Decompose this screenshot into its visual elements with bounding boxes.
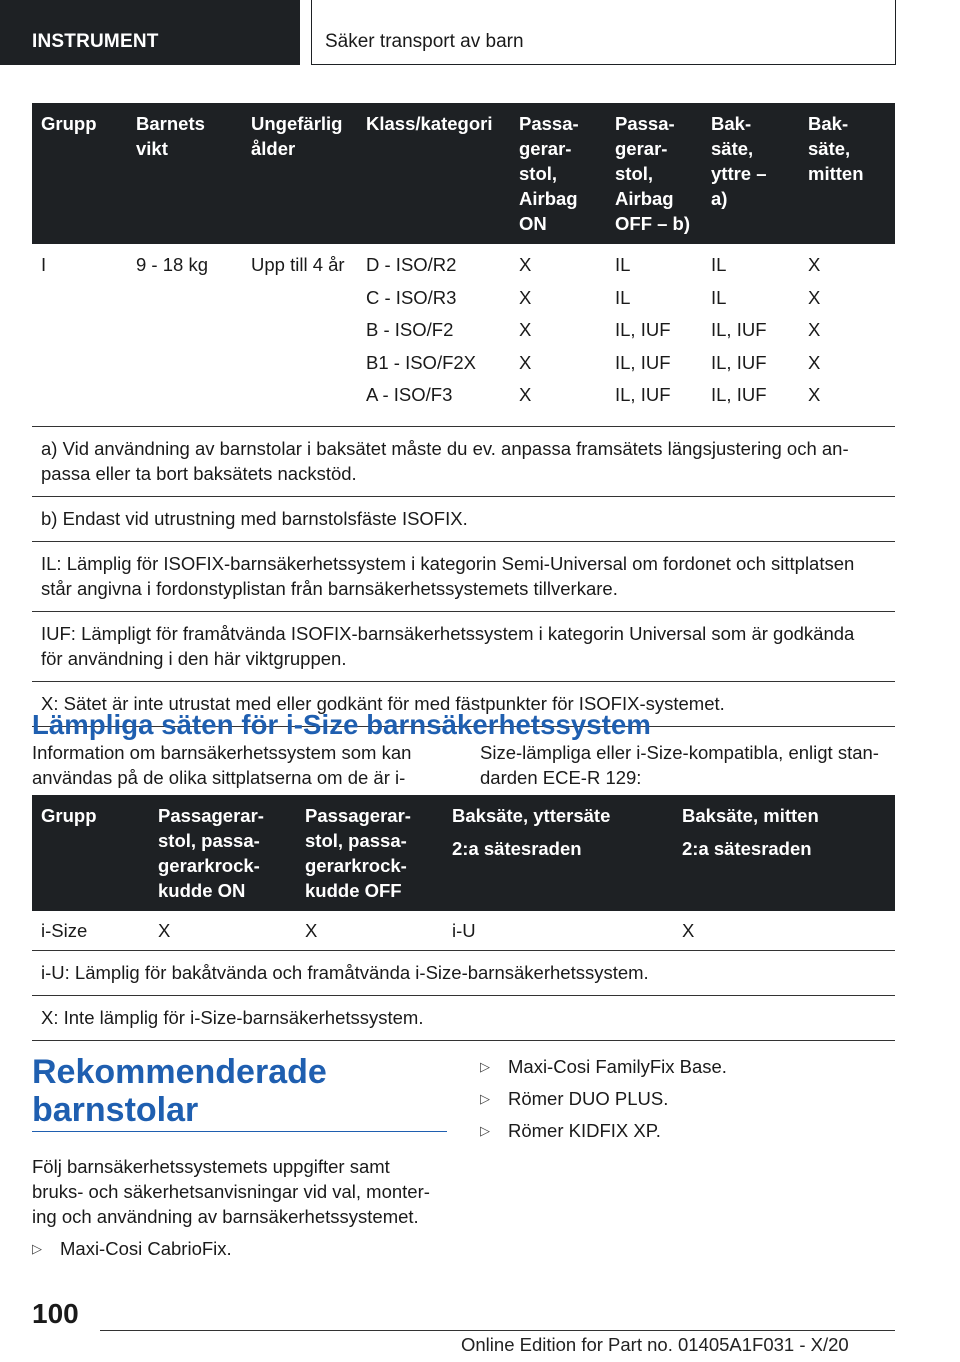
text-line: ing och användning av barnsäkerhetssystemet. <box>32 1206 419 1227</box>
note-cell: X: Inte lämplig för i-Size-barnsäkerhetssystem. <box>32 996 895 1041</box>
rear-outer-cell <box>702 244 799 426</box>
text-line: darden ECE-R 129: <box>480 767 642 788</box>
column-header-line: ålder <box>251 138 296 159</box>
cell-value: X <box>305 920 318 941</box>
column-header-line: säte, <box>808 138 851 159</box>
column-header-line: stol, <box>519 163 558 184</box>
note-row <box>32 541 895 611</box>
note-row <box>32 996 895 1041</box>
column-header <box>510 103 606 244</box>
cell-value: X <box>808 286 821 308</box>
isofix-table <box>32 103 895 727</box>
text-line: användas på de olika sittplatserna om de är i- <box>32 767 406 788</box>
cell-value: X <box>158 920 171 941</box>
airbag-off-cell <box>606 244 702 426</box>
recommended-body <box>32 1154 430 1229</box>
column-header-sub: 2:a sätesraden <box>682 838 812 859</box>
column-header-line: kudde ON <box>158 880 246 901</box>
cell-value: IL, IUF <box>711 384 767 405</box>
note-cell: i-U: Lämplig för bakåtvända och framåtvända i-Size-barnsäkerhetssystem. <box>32 951 895 996</box>
cell-value: X <box>682 920 695 941</box>
note-cell <box>32 496 895 541</box>
note-cell <box>32 426 895 496</box>
weight-cell: 9 - 18 kg <box>136 254 208 275</box>
column-header-line: Passa- <box>519 113 579 134</box>
column-header-line: Baksäte, mitten <box>682 805 819 826</box>
note-line: står angivna i fordonstyplistan från barnsäkerhetssystemets tillverkare. <box>41 577 618 599</box>
column-header-sub: 2:a sätesraden <box>452 838 582 859</box>
cell-value: X <box>808 351 821 373</box>
column-header-line: säte, <box>711 138 754 159</box>
column-header-line: yttre – <box>711 163 767 184</box>
cell-value: IL <box>615 286 631 308</box>
note-row <box>32 951 895 996</box>
text-line: bruks- och säkerhetsanvisningar vid val, monter- <box>32 1181 430 1202</box>
triangle-bullet-icon: ▷ <box>480 1123 490 1138</box>
triangle-bullet-icon: ▷ <box>480 1059 490 1074</box>
cell-value: i-U <box>452 920 476 941</box>
cell-value: IL, IUF <box>711 319 767 340</box>
isize-intro-right <box>480 740 879 790</box>
text-line: Följ barnsäkerhetssystemets uppgifter samt <box>32 1156 390 1177</box>
text-line: Rekommenderade <box>32 1053 327 1091</box>
cell-value: IL, IUF <box>615 319 671 340</box>
column-header-line: gerar- <box>519 138 572 159</box>
column-header-line: kudde OFF <box>305 880 402 901</box>
airbag-on-cell <box>510 244 606 426</box>
note-row <box>32 496 895 541</box>
heading-rule <box>32 1131 447 1132</box>
isize-table-header <box>32 795 895 911</box>
column-header <box>32 795 149 911</box>
cell-value: X <box>519 319 532 340</box>
note-line: passa eller ta bort baksätets nackstöd. <box>41 462 357 484</box>
column-header <box>127 103 242 244</box>
isize-table <box>32 795 895 1041</box>
column-header-line: Bak- <box>808 113 849 134</box>
age-cell: Upp till 4 år <box>251 254 345 275</box>
note-cell <box>32 611 895 681</box>
note-line: IUF: Lämpligt för framåtvända ISOFIX-barnsäkerhetssystem i kategorin Universal som är godkända <box>41 622 855 644</box>
column-header-line: Passagerar- <box>158 805 264 826</box>
isize-heading: Lämpliga säten för i-Size barnsäkerhetssystem <box>32 709 651 740</box>
cell-value: A - ISO/F3 <box>366 384 453 405</box>
column-header <box>702 103 799 244</box>
column-header-line: Bak- <box>711 113 752 134</box>
cell-value: IL <box>711 254 727 275</box>
cell-value: X <box>808 319 821 340</box>
isofix-notes <box>32 426 895 726</box>
note-line: för användning i den här viktgruppen. <box>41 647 347 669</box>
text-line: barnstolar <box>32 1091 199 1129</box>
note-line: X: Sätet är inte utrustat med eller godkänt för med fästpunkter för ISOFIX-systemet. <box>41 692 725 714</box>
column-header-line: ON <box>519 213 547 234</box>
section-title: INSTRUMENT <box>32 31 159 52</box>
column-header <box>673 795 895 911</box>
note-row <box>32 426 895 496</box>
topic-title: Säker transport av barn <box>325 31 524 52</box>
cell-value: X <box>808 254 821 275</box>
isize-notes <box>32 951 895 1041</box>
cell-value: X <box>519 384 532 405</box>
cell-value: IL <box>615 254 631 275</box>
column-header-line: Airbag <box>519 188 578 209</box>
column-header-line: gerar- <box>615 138 668 159</box>
column-header <box>799 103 895 244</box>
triangle-bullet-icon: ▷ <box>32 1241 42 1256</box>
cell-value: IL, IUF <box>615 351 671 373</box>
column-header-line: gerarkrock- <box>305 855 407 876</box>
cell-value: IL, IUF <box>615 384 671 405</box>
table-row <box>32 911 895 951</box>
column-header-line: Barnets <box>136 113 205 134</box>
cell-value: X <box>808 384 821 405</box>
column-header <box>296 795 443 911</box>
column-header <box>357 103 510 244</box>
cell-value: C - ISO/R3 <box>366 286 457 308</box>
cell-value: D - ISO/R2 <box>366 254 457 275</box>
column-header-line: Ungefärlig <box>251 113 343 134</box>
note-row <box>32 611 895 681</box>
cell-value: IL, IUF <box>711 351 767 373</box>
text-line: Information om barnsäkerhetssystem som kan <box>32 742 412 763</box>
class-cell <box>357 244 510 426</box>
cell-value: B - ISO/F2 <box>366 319 454 340</box>
footer-rule <box>100 1330 895 1331</box>
rear-middle-cell <box>799 244 895 426</box>
cell-value: X <box>519 254 532 275</box>
group-cell: I <box>41 254 47 275</box>
column-header-line: stol, <box>615 163 654 184</box>
cell-value: X <box>519 351 532 373</box>
page-number: 100 <box>32 1298 79 1329</box>
column-header-line: vikt <box>136 138 168 159</box>
column-header-line: stol, passa- <box>158 830 260 851</box>
table-row <box>32 244 895 426</box>
cell-value: i-Size <box>41 920 88 941</box>
column-header <box>242 103 357 244</box>
column-header <box>32 103 127 244</box>
column-header-line: Grupp <box>41 805 97 826</box>
column-header-line: Baksäte, yttersäte <box>452 805 611 826</box>
column-header <box>606 103 702 244</box>
note-line: a) Vid användning av barnstolar i baksätet måste du ev. anpassa framsätets längsjustering och an- <box>41 437 849 459</box>
recommended-heading <box>32 1053 327 1129</box>
cell-value: X <box>519 286 532 308</box>
note-cell <box>32 541 895 611</box>
column-header-line: Grupp <box>41 113 97 134</box>
note-line: IL: Lämplig för ISOFIX-barnsäkerhetssystem i kategorin Semi-Universal om fordonet och sittplatsen <box>41 552 855 574</box>
column-header-line: Passa- <box>615 113 675 134</box>
column-header-line: stol, passa- <box>305 830 407 851</box>
column-header <box>443 795 673 911</box>
edition-footer: Online Edition for Part no. 01405A1F031 - X/20 <box>461 1334 849 1355</box>
column-header-line: Klass/kategori <box>366 113 493 134</box>
column-header-line: gerarkrock- <box>158 855 260 876</box>
column-header-line: a) <box>711 188 728 209</box>
text-line: Size-lämpliga eller i-Size-kompatibla, enligt stan- <box>480 742 879 763</box>
column-header <box>149 795 296 911</box>
section-tab <box>0 0 300 65</box>
isize-intro-left <box>32 740 411 790</box>
topic-box <box>311 0 896 65</box>
column-header-line: mitten <box>808 163 864 184</box>
triangle-bullet-icon: ▷ <box>480 1091 490 1106</box>
cell-value: B1 - ISO/F2X <box>366 351 477 373</box>
column-header-line: Airbag <box>615 188 674 209</box>
isofix-table-header <box>32 103 895 244</box>
column-header-line: Passagerar- <box>305 805 411 826</box>
cell-value: IL <box>711 286 727 308</box>
note-line: b) Endast vid utrustning med barnstolsfäste ISOFIX. <box>41 507 468 529</box>
column-header-line: OFF – b) <box>615 213 691 234</box>
